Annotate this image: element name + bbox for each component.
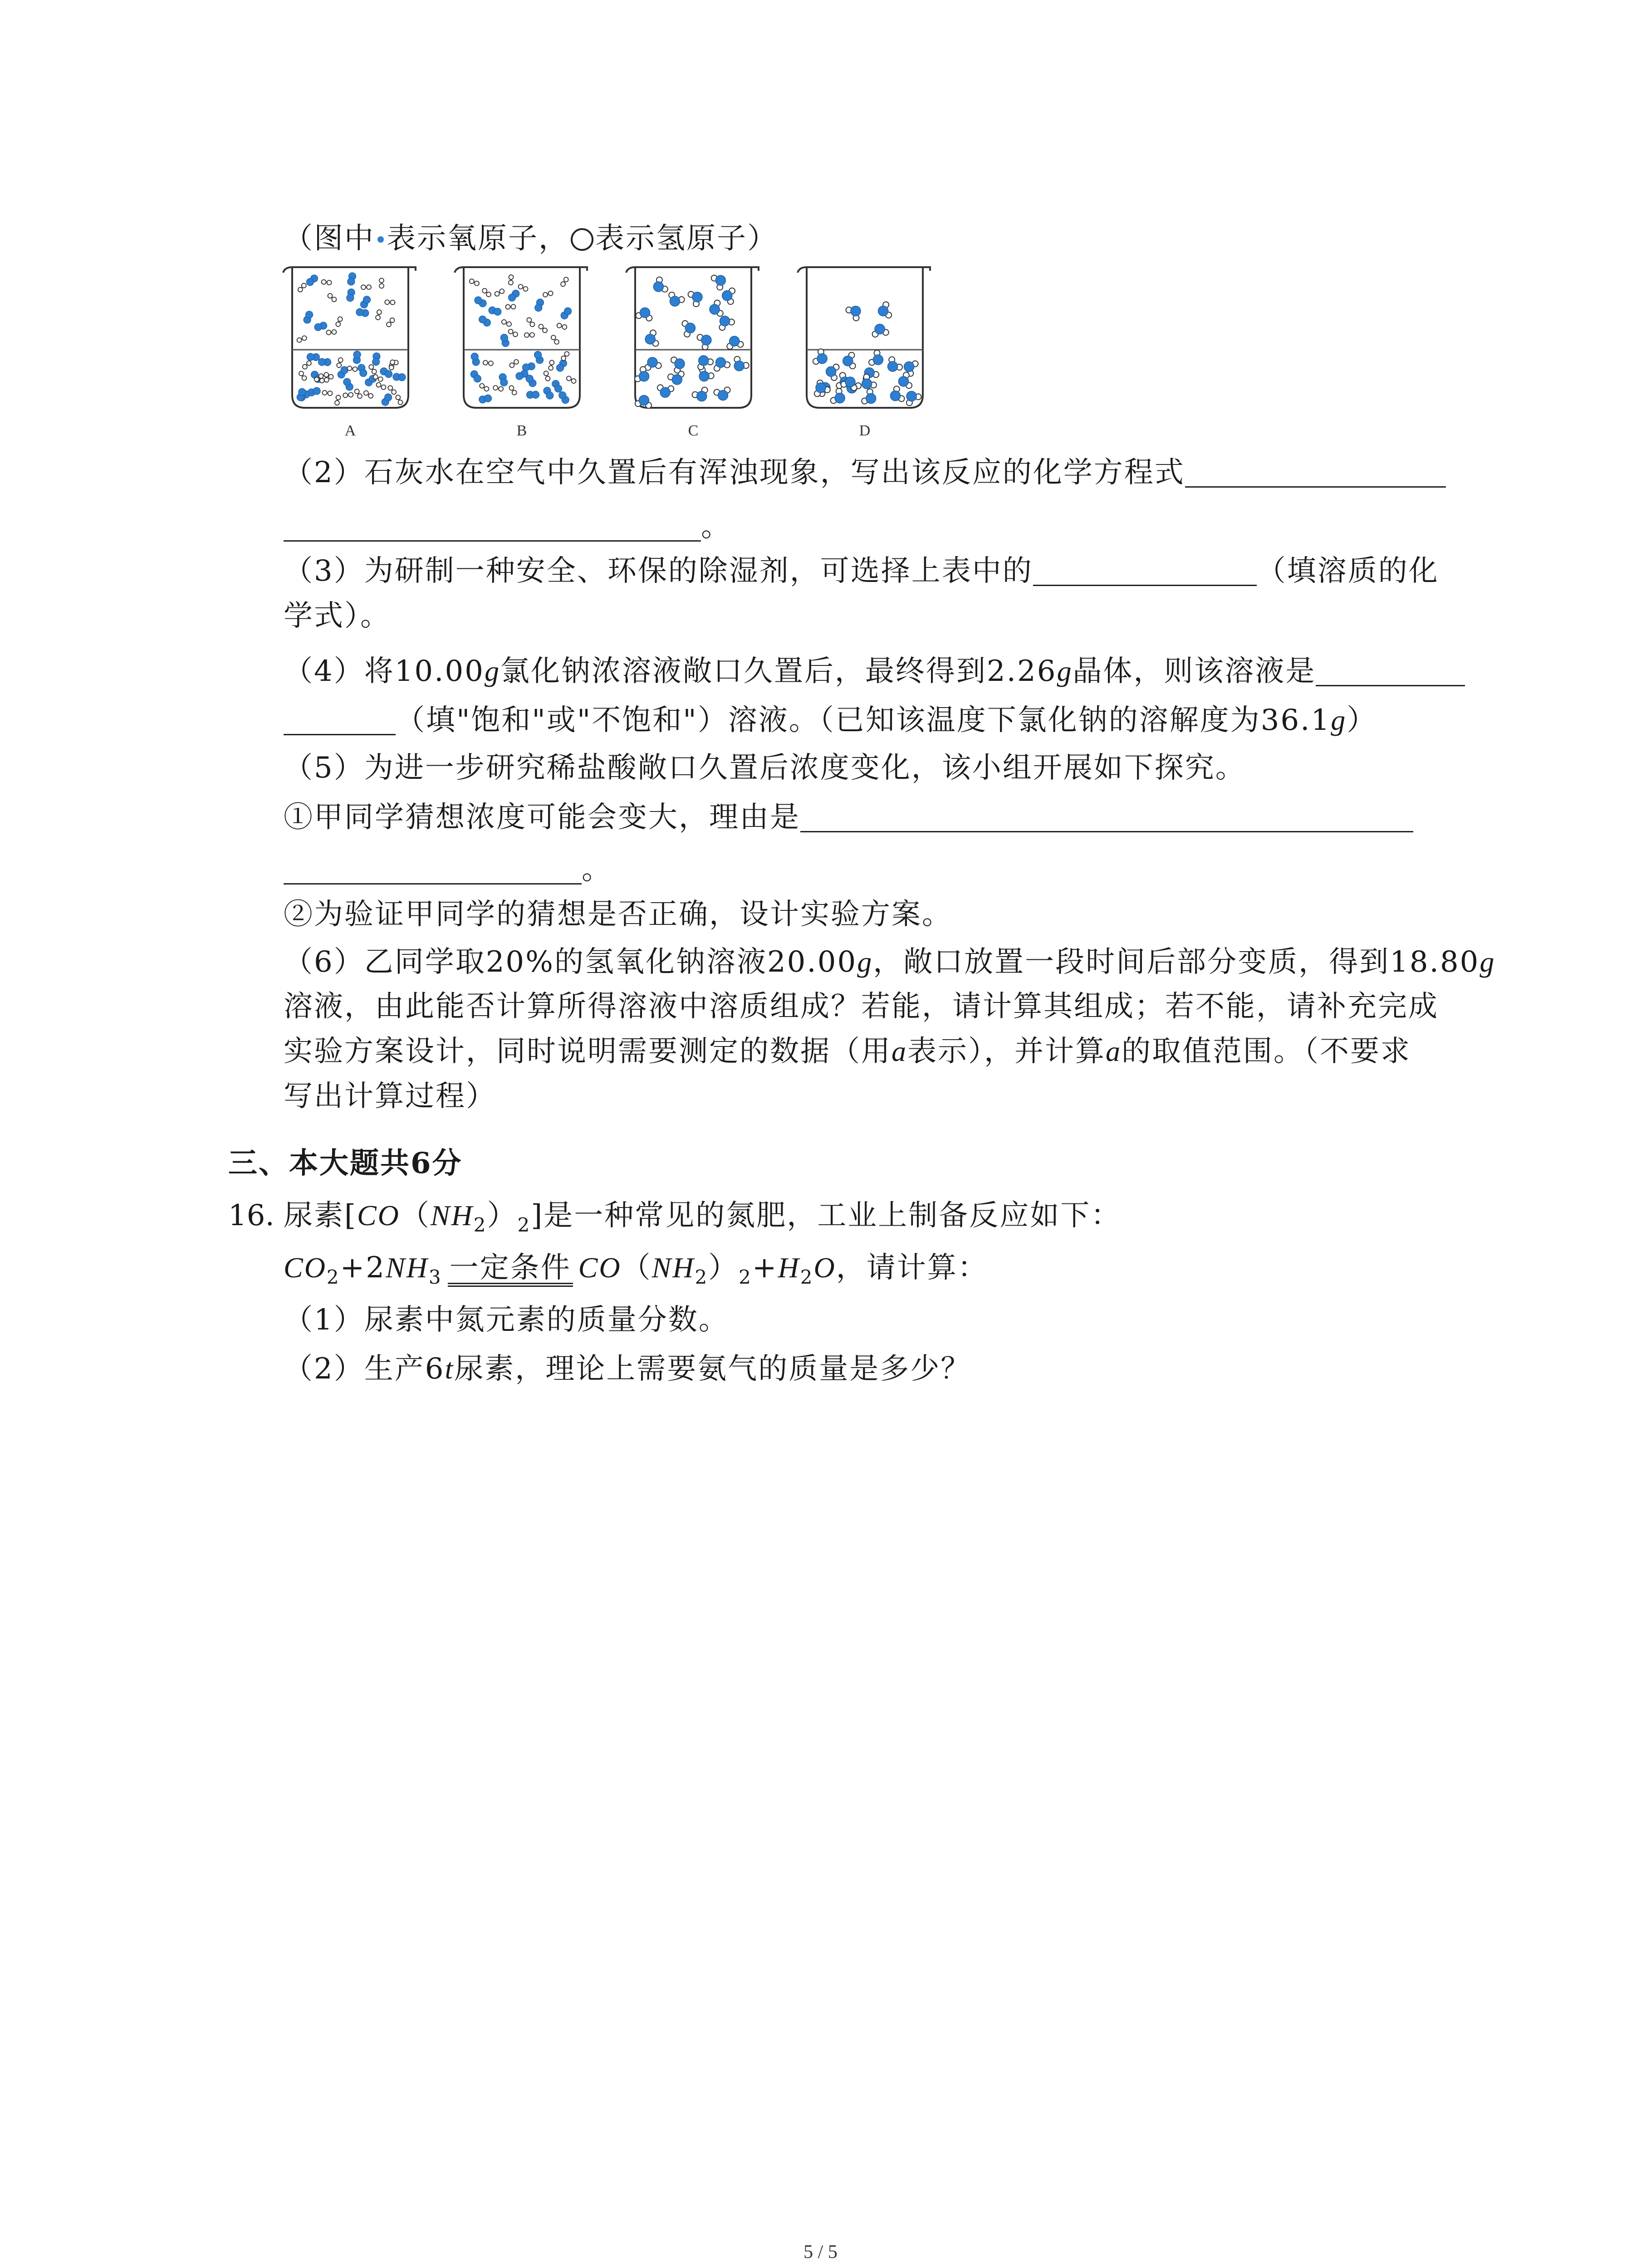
q16-stem-a: 尿素[ [284,1199,357,1232]
q15-part-6-line-3c: 的取值范围。（不要求 [1122,1035,1411,1068]
hydrogen-molecule [335,395,341,405]
hydrogen-molecule [508,329,518,337]
q16-stem [228,1198,1121,1237]
water-molecule [692,387,708,401]
water-molecule [710,300,723,317]
q15-part-6-line-3a: 实验方案设计，同时说明需要测定的数据（用 [284,1035,892,1068]
paren-right: ） [708,1251,739,1285]
hydrogen-molecule [321,280,332,285]
q15-part-4-cont [284,702,1377,738]
beaker-label-a: A [344,422,356,439]
q16-sub-2 [284,1351,971,1387]
oxygen-molecule [304,311,313,323]
oxygen-atom-icon [377,236,384,243]
q15-part-3 [284,553,1439,589]
water-molecule [906,391,921,406]
hydrogen-molecule [396,395,402,405]
legend-hydrogen-text: 表示氢原子） [595,222,778,255]
water-molecule [846,306,861,321]
oxygen-molecule [479,316,491,326]
molecules [635,275,749,408]
oxygen-molecule [307,353,319,361]
plus: + [752,1251,778,1285]
q15-part-5-sub-2 [284,896,952,933]
q15-part-6-line-4 [284,1078,496,1114]
subscript: 2 [326,1266,340,1288]
reaction-equation [284,1250,988,1289]
q15-part-4-e: ） [1347,704,1377,737]
q15-part-4-a: （4）将10.00 [284,655,485,688]
hydrogen-molecule [326,330,337,335]
hydrogen-molecule [483,361,494,366]
formula-nh: NH [430,1199,474,1232]
water-molecule [813,349,827,364]
q16-stem-b: ]是一种常见的氮肥，工业上制备反应如下： [531,1199,1122,1232]
unit-gram: g [1331,704,1347,736]
unit-gram: g [1479,946,1496,978]
q15-part-5-sub-1-cont [284,851,612,888]
hydrogen-molecule [303,361,311,369]
hydrogen-molecule [322,391,333,396]
beaker-d [797,265,933,411]
water-molecule [698,356,713,370]
paren-left: （ [621,1251,652,1285]
water-molecule [714,387,730,400]
subscript: 2 [473,1214,487,1236]
molecules [469,274,576,403]
water-molecule [645,330,658,347]
q15-part-5 [284,750,1246,786]
q15-part-5-sub-1-text: ①甲同学猜想浓度可能会变大，理由是 [284,801,800,834]
oxygen-molecule [382,394,392,406]
hydrogen-molecule [387,318,394,327]
q15-part-6-line-2 [284,988,1439,1025]
unit-gram: g [1057,655,1073,687]
formula-h: H [778,1251,800,1284]
water-molecule [878,302,892,318]
subscript: 2 [800,1266,814,1288]
oxygen-molecule [559,391,569,403]
equation-tail: ，请计算： [836,1251,988,1285]
water-molecule [872,324,889,337]
oxygen-molecule [470,371,481,382]
q15-part-6-line-2-text: 溶液，由此能否计算所得溶液中溶质组成？若能，请计算其组成；若不能，请补充完成 [284,990,1439,1023]
oxygen-molecule [526,391,539,398]
q15-part-6-line-3 [284,1033,1411,1070]
q15-part-2-end: 。 [701,510,731,543]
water-molecule [869,350,883,366]
q15-part-3-cont-text: 学式）。 [284,599,391,633]
oxygen-molecule [393,373,406,381]
q15-part-4 [284,653,1465,689]
water-molecule [826,364,839,381]
water-molecule [711,275,726,290]
formula-co: CO [284,1251,327,1284]
oxygen-molecule [508,290,519,301]
oxygen-molecule [499,373,508,386]
oxygen-molecule [314,322,327,331]
water-molecule [636,308,652,321]
q16-sub-2-b: 尿素，理论上需要氨气的质量是多少？ [454,1352,971,1386]
oxygen-molecule [522,363,535,371]
q15-part-4-d: （填"饱和"或"不饱和"）溶液。（已知该温度下氯化钠的溶解度为36.1 [396,704,1331,737]
water-molecule [719,316,734,330]
oxygen-molecule [534,351,544,363]
atom-legend [284,220,778,257]
hydrogen-molecule [337,357,343,368]
oxygen-molecule [343,378,353,391]
hydrogen-molecule [482,288,491,297]
variable-a: a [1106,1035,1122,1067]
oxygen-molecule [535,299,544,311]
hydrogen-molecule [388,386,396,394]
hydrogen-molecule [328,293,336,302]
plus-two: +2 [340,1251,386,1285]
water-molecule [727,336,743,349]
q15-part-3-cont [284,598,391,634]
oxygen-molecule [489,307,501,315]
hydrogen-molecule [469,279,479,286]
hydrogen-molecule [509,274,514,285]
hydrogen-molecule [495,289,504,296]
oxygen-molecule [479,395,492,403]
legend-prefix: （图中 [284,222,375,255]
q15-part-5-sub-1 [284,799,1413,836]
water-molecule [890,386,904,401]
hydrogen-molecule [557,323,567,329]
subscript: 2 [695,1266,709,1288]
answer-blank [284,511,701,542]
hydrogen-molecule [355,389,362,398]
oxygen-molecule [500,334,509,347]
question-number: 16. [228,1199,274,1232]
hydrogen-molecule [480,384,489,391]
hydrogen-molecule [493,386,504,391]
molecules [813,302,921,406]
unit-ton: t [445,1353,455,1385]
hydrogen-molecule [561,277,568,286]
q15-part-5-sub-1-end: 。 [582,853,612,886]
variable-a: a [892,1035,907,1067]
q15-part-3-after: （填溶质的化 [1256,554,1439,588]
oxygen-molecule [361,296,371,308]
answer-blank [1185,457,1446,488]
oxygen-molecule [556,360,567,371]
answer-blank [284,854,582,885]
q15-part-6-line-3b: 表示），并计算 [907,1035,1106,1068]
oxygen-molecule [347,289,355,302]
water-molecule [722,288,735,304]
hydrogen-molecule [501,320,511,327]
water-molecule [645,357,661,371]
oxygen-molecule [356,308,369,317]
answer-blank [1033,556,1257,586]
water-molecule [734,357,749,371]
beaker-label-c: C [688,422,699,439]
water-molecule [843,352,856,369]
oxygen-molecule [475,297,486,307]
hydrogen-molecule [369,365,377,374]
q16-sub-2-a: （2）生产6 [284,1352,445,1386]
q15-part-3-text: （3）为研制一种安全、环保的除湿剂，可选择上表中的 [284,554,1033,588]
hydrogen-molecule [336,317,342,327]
hydrogen-molecule [543,291,553,297]
oxygen-molecule [544,387,554,399]
hydrogen-molecule [524,332,535,337]
q16-sub-1: （1）尿素中氮元素的质量分数。 [284,1303,729,1337]
unit-gram: g [857,946,873,978]
hydrogen-molecule [297,336,307,342]
hydrogen-molecule [527,318,534,327]
hydrogen-molecule [549,360,554,371]
hydrogen-molecule [561,352,569,361]
q15-part-6 [284,944,1495,980]
hydrogen-molecule [518,284,528,291]
water-molecule [888,357,902,371]
water-molecule [688,292,702,307]
q15-part-5-sub-2-text: ②为验证甲同学的猜想是否正确，设计实验方案。 [284,898,952,931]
hydrogen-molecule [376,383,386,390]
beaker-a [282,265,418,411]
oxygen-molecule [561,308,571,319]
formula-co: CO [578,1251,622,1284]
oxygen-molecule [552,380,562,392]
q15-part-2 [284,455,1446,491]
water-molecule [714,357,730,371]
unit-gram: g [484,655,500,687]
hydrogen-molecule [551,335,559,344]
oxygen-molecule [353,351,361,364]
subscript: 3 [428,1266,442,1288]
oxygen-molecule [526,375,536,387]
hydrogen-molecule [379,278,384,288]
water-molecule [862,389,876,404]
oxygen-molecule [372,353,380,366]
beaker-b [454,265,590,411]
answer-blank [284,705,396,735]
hydrogen-molecule [505,304,516,309]
water-molecule [653,277,667,292]
water-molecule [669,292,684,306]
paren-left: （ [400,1199,431,1232]
formula-o: O [813,1251,836,1284]
subscript: 2 [739,1266,752,1288]
q15-part-6-line-4-text: 写出计算过程） [284,1080,496,1113]
water-molecule [831,388,845,403]
legend-oxygen-text: 表示氧原子， [387,222,569,255]
answer-blank [800,802,1413,832]
hydrogen-molecule [298,284,306,292]
hydrogen-molecule [299,371,307,380]
beaker-c [625,265,761,411]
water-molecule [671,357,685,373]
oxygen-molecule [338,367,348,378]
page-number: 5 / 5 [803,2242,838,2263]
formula-nh: NH [385,1251,429,1284]
formula-co: CO [357,1199,400,1232]
hydrogen-molecule [544,371,550,381]
beaker-label-b: B [516,422,527,439]
hydrogen-molecule [567,376,576,383]
q15-part-2-text: （2）石灰水在空气中久置后有浑浊现象，写出该反应的化学方程式 [284,456,1185,489]
section-heading: 三、本大题共6分 [228,1146,463,1180]
oxygen-molecule [318,358,331,366]
oxygen-molecule [348,273,356,285]
oxygen-molecule [306,275,318,286]
paren-right: ） [487,1199,518,1232]
hydrogen-molecule [361,285,372,289]
q15-part-6-b: ，敞口放置一段时间后部分变质，得到18.80 [873,945,1480,979]
hydrogen-molecule [509,360,518,367]
hydrogen-molecule [539,324,547,332]
hydrogen-molecule [376,309,382,320]
q15-part-4-c: 晶体，则该溶液是 [1073,655,1316,688]
hydrogen-molecule [343,392,353,397]
molecules [297,273,406,406]
oxygen-molecule [358,364,367,376]
water-molecule [697,334,711,350]
answer-blank [1316,656,1465,686]
reaction-condition: 一定条件 [448,1253,573,1287]
oxygen-molecule [471,353,480,366]
water-molecule [682,321,696,337]
subscript: 2 [517,1214,531,1236]
q15-part-2-cont [284,508,731,545]
hydrogen-molecule [364,391,373,398]
hydrogen-atom-icon [571,228,593,251]
water-molecule [657,385,674,397]
formula-nh: NH [652,1251,695,1284]
hydrogen-molecule [384,300,395,304]
hydrogen-molecule [347,366,358,371]
q15-part-4-b: 氯化钠浓溶液敞口久置后，最终得到2.26 [500,655,1057,688]
q15-part-5-text: （5）为进一步研究稀盐酸敞口久置后浓度变化，该小组开展如下探究。 [284,751,1246,785]
beaker-label-d: D [859,422,871,439]
hydrogen-molecule [509,386,516,395]
q15-part-6-a: （6）乙同学取20%的氢氧化钠溶液20.00 [284,945,857,979]
